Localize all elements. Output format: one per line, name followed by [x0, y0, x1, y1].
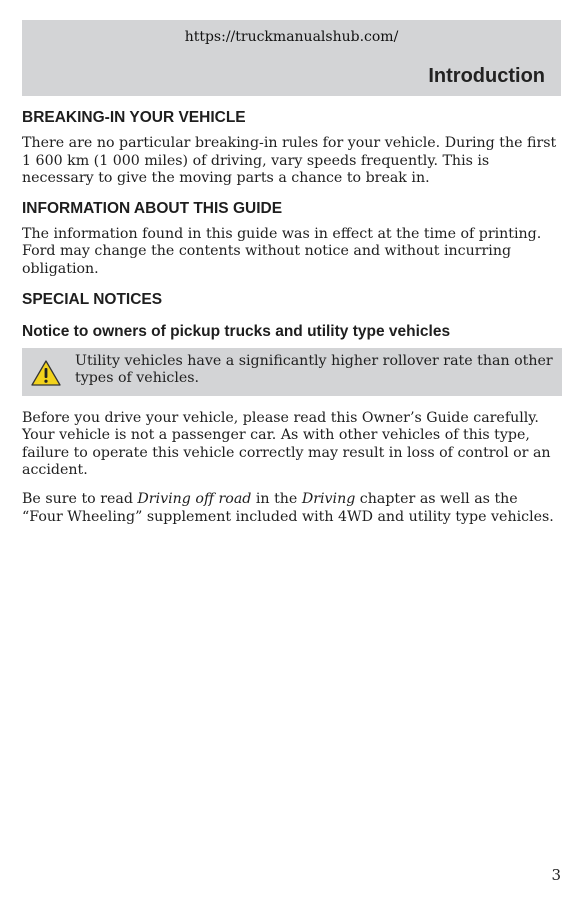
section-title: Introduction — [428, 65, 545, 87]
heading-guide-info: INFORMATION ABOUT THIS GUIDE — [22, 199, 283, 217]
warning-triangle-icon — [30, 359, 62, 387]
heading-special-notices: SPECIAL NOTICES — [22, 290, 163, 308]
header-url: https://truckmanualshub.com/ — [184, 29, 399, 45]
reference-mid: in the — [251, 490, 302, 507]
reference-post: chapter as well as the “Four Wheeling” supplement included with 4WD and utility type vehicles. — [22, 490, 554, 525]
page-header — [22, 20, 561, 96]
paragraph-owners-guide: Before you drive your vehicle, please read this Owner’s Guide carefully. Your vehicle is not a passenger car. As with other vehicles of this type, failure to operate this vehicle correctly may result in loss of control or an accident. — [22, 409, 551, 479]
rollover-warning-text: Utility vehicles have a significantly higher rollover rate than other types of vehicles. — [75, 352, 553, 387]
reference-driving-chapter: Driving — [301, 490, 356, 507]
paragraph-reference — [22, 491, 562, 526]
paragraph-breaking-in: There are no particular breaking-in rules for your vehicle. During the first 1 600 km (1 000 miles) of driving, vary speeds frequently. This is necessary to give the moving parts a chance to break in. — [22, 135, 557, 187]
page-number: 3 — [551, 866, 561, 884]
heading-breaking-in: BREAKING-IN YOUR VEHICLE — [22, 109, 246, 126]
subheading-pickup-notice: Notice to owners of pickup trucks and utility type vehicles — [22, 322, 451, 340]
reference-driving-off-road: Driving off road — [137, 490, 252, 507]
paragraph-guide-info: The information found in this guide was in effect at the time of printing. Ford may change the contents without notice and without incurring obligation. — [22, 225, 542, 277]
page-content — [22, 108, 562, 537]
reference-pre: Be sure to read — [22, 490, 138, 507]
rollover-warning-box — [22, 348, 562, 396]
